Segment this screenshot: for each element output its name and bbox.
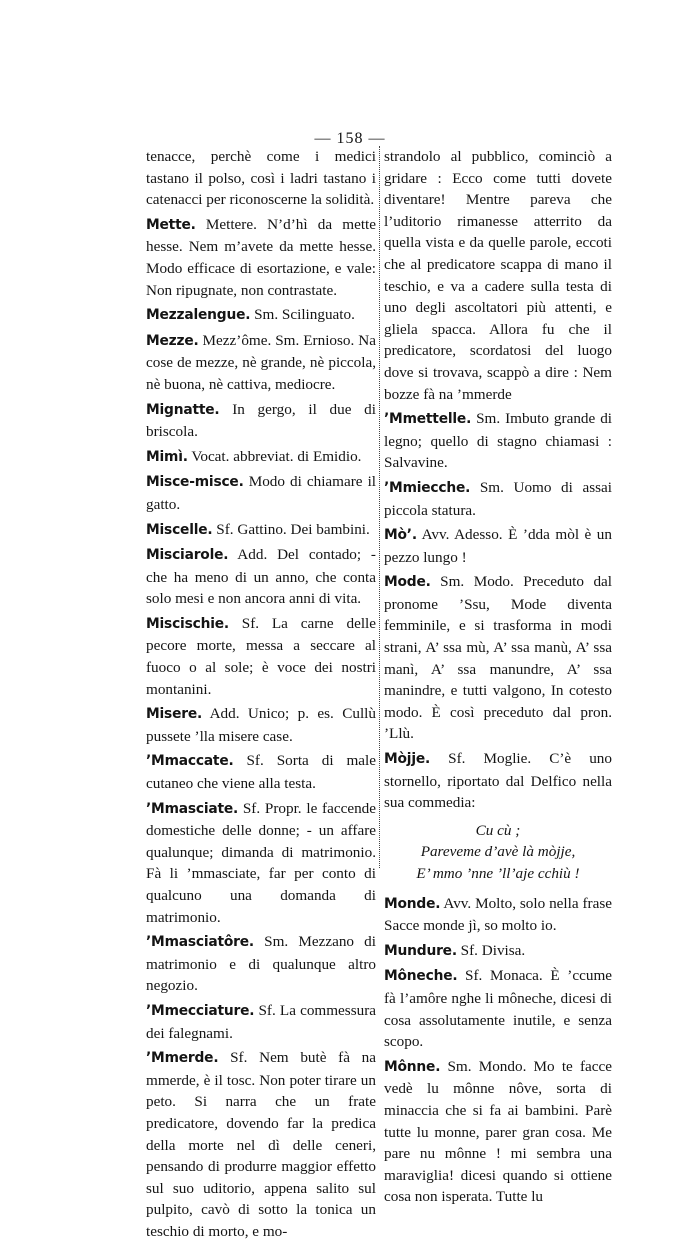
column-divider: [379, 146, 380, 868]
entry-definition: Add. Del contado; - che ha meno di un anno, che conta solo mesi e non ancora anni di vita.: [146, 546, 376, 608]
entry-definition: Sm. Mondo. Mo te facce vedè lu mônne nôve, sorta di minaccia che si fa ai bambini. Parè tutte lu monne, parer gran cosa. Me pare nu mônne ! mi sembra una maraviglia! dicesi quando si ottiene cosa non isperata. Tutte lu: [384, 1057, 613, 1206]
entry-mojje: [384, 748, 612, 814]
verse-line: E’ mmo ’nne ’ll’aje cchiù !: [416, 865, 580, 882]
entry-misciarole: [146, 544, 376, 610]
entry-headword: Mundure.: [384, 942, 457, 959]
page-number: — 158 —: [314, 130, 386, 147]
entry-mmaccate: [146, 750, 376, 794]
entry-headword: Mezze.: [146, 332, 199, 349]
entry-mmiecche: [384, 477, 612, 521]
entry-definition: Sf. La commessura dei falegnami.: [146, 1001, 377, 1042]
entry-misere: [146, 703, 376, 747]
entry-definition: Sf. Gattino. Dei bambini.: [216, 520, 370, 538]
entry-headword: Mode.: [384, 574, 431, 591]
entry-mmasciatore: [146, 931, 376, 997]
entry-definition: Sf. Propr. le faccende domestiche delle donne; - un affare qualunque; dimanda di matrimonio. Fà li ’mmasciate, far per conto di qualcuno una domanda di matrimonio.: [146, 799, 377, 926]
entry-definition: Avv. Molto, solo nella frase Sacce monde jì, so molto io.: [384, 894, 612, 935]
entry-monde: [384, 893, 612, 937]
entry-definition: Sf. La carne delle pecore morte, messa a seccare al fuoco o al sole; è voce dei nostri montanini.: [146, 614, 376, 698]
verse-line: Cu cù ;: [475, 821, 521, 839]
entry-headword: ’Mmettelle.: [384, 411, 472, 428]
entry-headword: Môneche.: [384, 968, 458, 985]
entry-mmerde: [146, 1047, 376, 1242]
entry-headword: ’Mmecciature.: [146, 1002, 255, 1019]
entry-headword: Monde.: [384, 895, 441, 912]
entry-headword: Mignatte.: [146, 401, 220, 418]
entry-miscelle: [146, 519, 376, 542]
entry-headword: ’Mmerde.: [146, 1050, 219, 1067]
entry-mimi: [146, 446, 376, 469]
entry-definition: Sm. Uomo di assai piccola statura.: [384, 478, 612, 519]
entry-headword: ’Mmasciate.: [146, 800, 239, 817]
entry-moneche: [384, 965, 612, 1052]
right-column: [384, 146, 612, 1211]
entry-definition: Sf. Sorta di male cutaneo che viene alla testa.: [146, 752, 377, 793]
entry-definition: Vocat. abbreviat. di Emidio.: [191, 447, 362, 465]
entry-mette: [146, 214, 376, 301]
entry-mignatte: [146, 399, 376, 443]
entry-mo: [384, 524, 612, 568]
entry-headword: Misciarole.: [146, 547, 229, 564]
verse-line: Pareveme d’avè là mòjje,: [420, 843, 576, 861]
entry-headword: Mezzalengue.: [146, 307, 251, 324]
entry-definition: Avv. Adesso. È ’dda mòl è un pezzo lungo !: [384, 526, 612, 566]
entry-headword: Miscelle.: [146, 521, 213, 538]
entry-headword: ’Mmasciatôre.: [146, 934, 254, 951]
entry-definition: Modo di chiamare il gatto.: [146, 473, 377, 513]
entry-definition: Sm. Scilinguato.: [254, 306, 355, 324]
entry-mmasciate: [146, 798, 376, 929]
entry-headword: Misere.: [146, 706, 203, 723]
entry-definition: Mezz’ôme. Sm. Ernioso. Na cose de mezze, nè grande, nè piccola, nè buona, nè cattiva, mediocre.: [146, 331, 376, 393]
entry-monne: [384, 1056, 612, 1208]
entry-mezzalengue: [146, 304, 376, 327]
entry-continuation: strandolo al pubblico, cominciò a gridare : Ecco come tutti dovete diventare! Mentre pareva che l’uditorio rimanesse atterrito da quella vista e da quelle parole, eccoti che al predicatore scappa di mano il teschio, e va a cadere sulla testa di uno degli ascoltatori più attenti, e gliela spacca. Allora fu che il predicatore, scordatosi del luogo dove si trovava, scappò a dire : Nem bozze fà na ’mmerde: [384, 148, 612, 403]
entry-definition: Sf. Nem butè fà na mmerde, è il tosc. Non poter tirare un peto. Si narra che un frate predicatore, dovendo far la predica della morte nel dì delle ceneri, pensando di produrre maggior effetto sul suo uditorio, appena salito sul pulpito, cavò di sotto la tonica un teschio di morto, e mo-: [146, 1049, 376, 1240]
entry-headword: ’Mmiecche.: [384, 479, 471, 496]
entry-definition: Sf. Divisa.: [460, 941, 526, 959]
entry-misce-misce: [146, 471, 376, 515]
entry-headword: Mòjje.: [384, 751, 431, 768]
stornello-verse: [384, 820, 612, 885]
entry-headword: Mò’.: [384, 527, 417, 544]
entry-continuation: tenacce, perchè come i medici tastano il polso, così i ladri tastano i catenacci per riconoscerne la solidità.: [146, 148, 376, 209]
entry-definition: Sf. Monaca. È ’ccume fà l’amôre nghe li môneche, dicesi di cosa assolutamente inutile, e senza scopo.: [384, 967, 612, 1051]
entry-definition: Sm. Mezzano di matrimonio e di qualunque altro negozio.: [146, 933, 376, 995]
entry-headword: Mônne.: [384, 1058, 441, 1075]
entry-mezze: [146, 330, 376, 396]
entry-mundure: [384, 940, 612, 963]
entry-headword: Miscischie.: [146, 615, 229, 632]
entry-definition: Mettere. N’d’hì da mette hesse. Nem m’avete da mette hesse. Modo efficace di esortazione, e vale: Non ripugnate, non contrastate.: [146, 215, 376, 299]
entry-definition: Sf. Moglie. C’è uno stornello, riportato dal Delfico nella sua commedia:: [384, 750, 612, 812]
entry-definition: Sm. Imbuto grande di legno; quello di stagno chiamasi : Salvavine.: [384, 410, 613, 472]
entry-mode: [384, 571, 612, 745]
entry-mmettelle: [384, 408, 612, 474]
entry-headword: ’Mmaccate.: [146, 753, 234, 770]
entry-headword: Misce-misce.: [146, 474, 244, 491]
entry-mmecciature: [146, 1000, 376, 1044]
entry-miscischie: [146, 613, 376, 700]
entry-definition: Sm. Modo. Preceduto dal pronome ’Ssu, Mode diventa femminile, e si trasforma in modi strani, A’ ssa mù, A’ ssa manù, A’ ssa manì, A’ ssa manundre, A’ ssa manindre, e tutti valgono, In cotesto modo. È così preceduto dal pron. ’Llù.: [384, 573, 613, 743]
entry-definition: Add. Unico; p. es. Cullù pussete ’lla misere case.: [146, 705, 376, 745]
left-column: [146, 146, 376, 1246]
entry-definition: In gergo, il due di briscola.: [146, 400, 376, 441]
entry-headword: Mette.: [146, 216, 196, 233]
entry-headword: Mimì.: [146, 448, 188, 465]
